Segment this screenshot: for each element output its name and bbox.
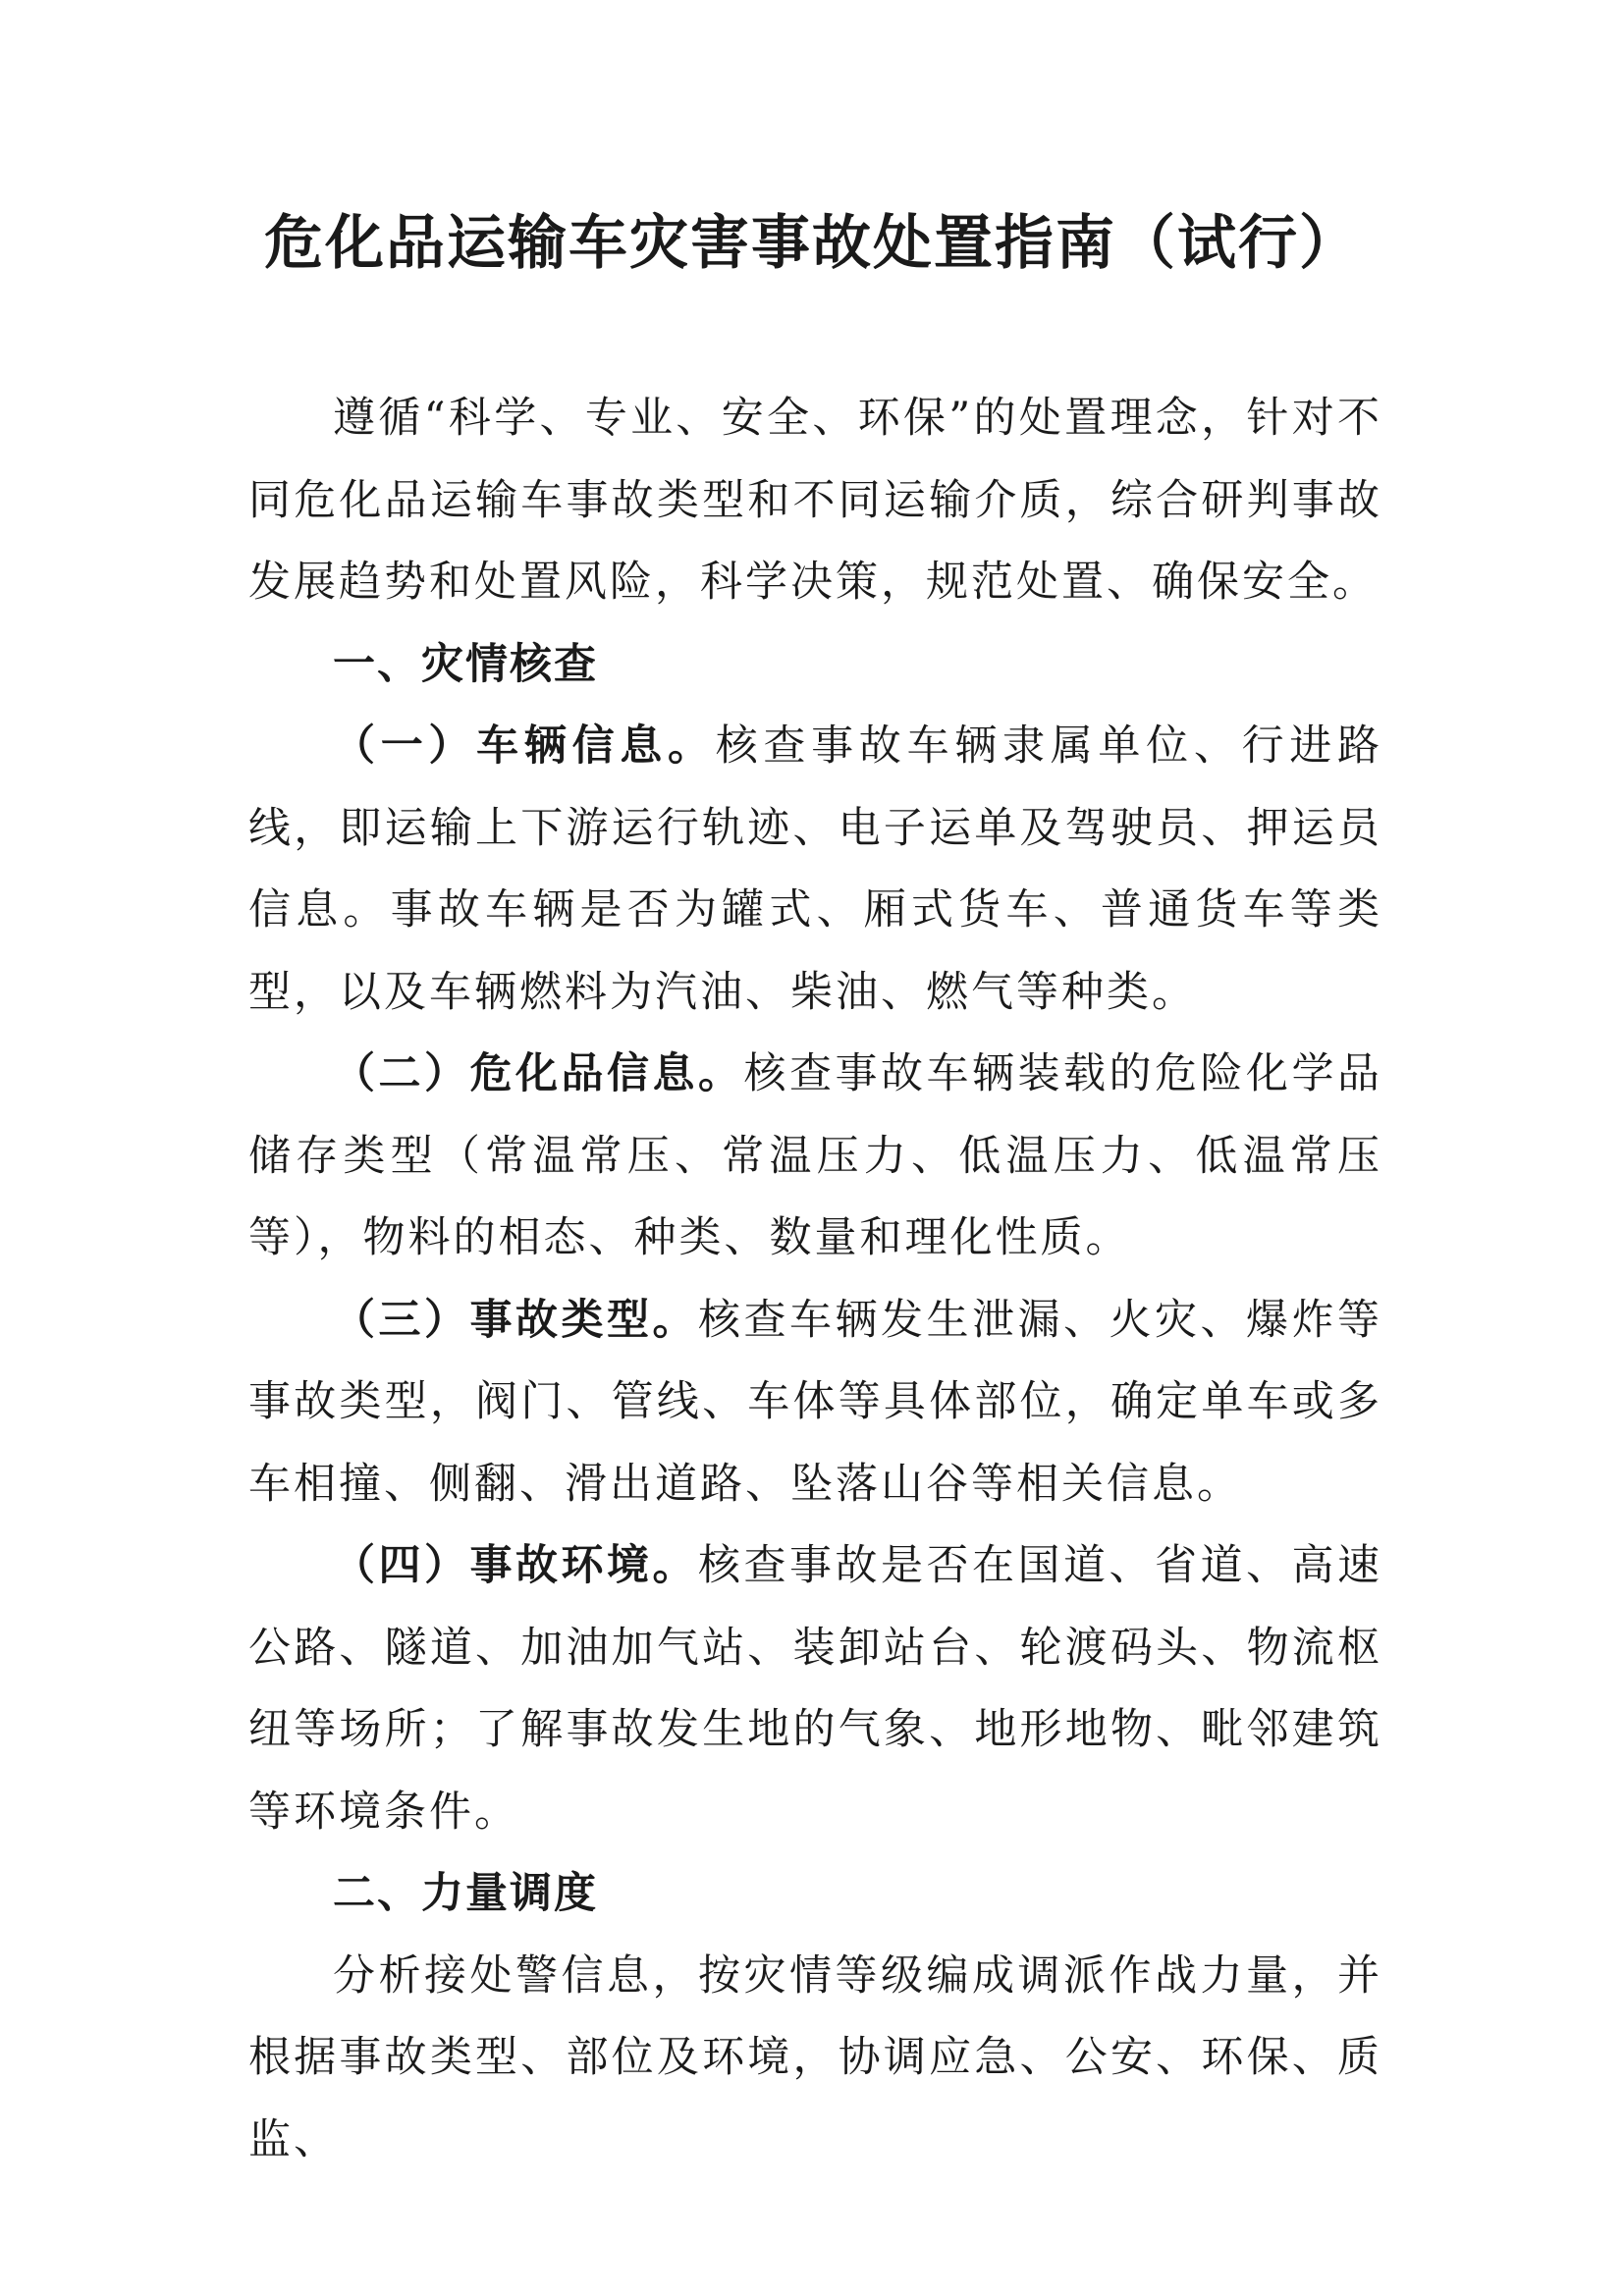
document-title: 危化品运输车灾害事故处置指南（试行） bbox=[264, 209, 1360, 278]
item-text: 核查事故车辆装载的危险化学品储存类型（常温常压、常温压力、低温压力、低温常压等），物料的相态、种类、数量和理化性质。 bbox=[248, 1049, 1382, 1262]
item-text: 核查事故是否在国道、省道、高速公路、隧道、加油加气站、装卸站台、轮渡码头、物流枢纽等场所；了解事故发生地的气象、地形地物、毗邻建筑等环境条件。 bbox=[248, 1541, 1382, 1837]
item-accident-type bbox=[248, 1280, 1382, 1526]
item-text: 核查事故车辆隶属单位、行进路线，即运输上下游运行轨迹、电子运单及驾驶员、押运员信息。事故车辆是否为罐式、厢式货车、普通货车等类型，以及车辆燃料为汽油、柴油、燃气等种类。 bbox=[248, 721, 1383, 1017]
force-dispatch-paragraph: 分析接处警信息，按灾情等级编成调派作战力量，并根据事故类型、部位及环境，协调应急、公安、环保、质监、 bbox=[248, 1950, 1382, 2164]
item-lead: （二）危化品信息。 bbox=[333, 1049, 744, 1098]
document-body bbox=[248, 378, 1382, 2181]
section-heading-force-dispatch: 二、力量调度 bbox=[333, 1869, 598, 1918]
item-hazmat-info bbox=[248, 1034, 1382, 1280]
item-lead: （三）事故类型。 bbox=[333, 1295, 698, 1345]
section-heading-disaster-check: 一、灾情核查 bbox=[333, 639, 598, 689]
item-lead: （四）事故环境。 bbox=[333, 1541, 698, 1590]
item-accident-environment bbox=[248, 1525, 1382, 1853]
item-text: 核查车辆发生泄漏、火灾、爆炸等事故类型，阀门、管线、车体等具体部位，确定单车或多车相撞、侧翻、滑出道路、坠落山谷等相关信息。 bbox=[248, 1295, 1382, 1509]
item-vehicle-info bbox=[248, 706, 1382, 1034]
item-lead: （一）车辆信息。 bbox=[333, 721, 716, 771]
intro-paragraph: 遵循“科学、专业、安全、环保”的处置理念，针对不同危化品运输车事故类型和不同运输介质，综合研判事故发展趋势和处置风险，科学决策，规范处置、确保安全。 bbox=[248, 394, 1382, 607]
